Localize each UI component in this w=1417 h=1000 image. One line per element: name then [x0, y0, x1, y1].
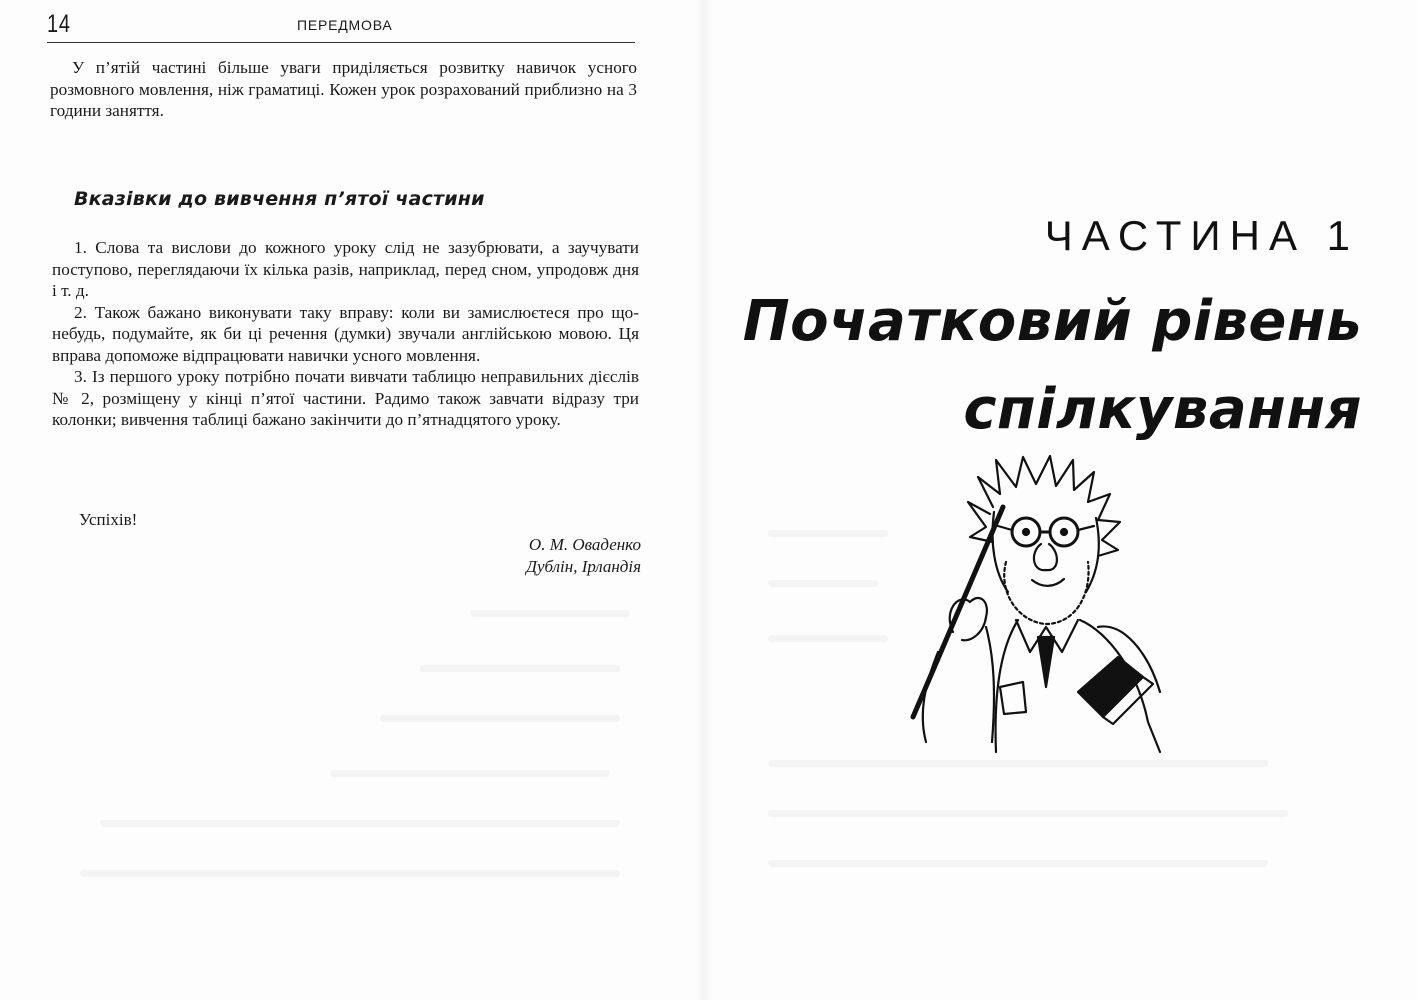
signature-block [526, 534, 641, 577]
show-through [80, 870, 620, 877]
show-through [768, 530, 888, 537]
show-through [470, 610, 630, 617]
show-through [768, 580, 878, 587]
instruction-item: 3. Із першого уроку потрібно почати вивчати таблицю неправильних дієслів № 2, розміщену у кінці п’ятої частини. Радимо також завчати відразу три колонки; вивчення таблиці бажано закінчити до п’ятнадцятого уроку. [52, 367, 639, 429]
part-title [743, 278, 1362, 454]
author-name: О. М. Оваденко [528, 535, 641, 554]
instruction-item: 2. Також бажано виконувати таку вправу: коли ви замислюєтеся про що-небудь, подумайте, як би ці речення (думки) звучали англійською мовою. Ця вправа допоможе відпрацювати навички усного мовлення. [52, 302, 639, 365]
show-through [768, 810, 1288, 817]
show-through [380, 715, 620, 722]
page-number: 14 [47, 10, 71, 38]
instruction-list [52, 237, 639, 431]
section-title: ПЕРЕДМОВА [297, 17, 393, 33]
part-title-line: Початковий рівень [742, 289, 1362, 354]
guide-heading: Вказівки до вивчення п’ятої частини [74, 188, 485, 210]
right-page [708, 0, 1417, 1000]
show-through [768, 860, 1268, 867]
show-through [768, 635, 888, 642]
part-label: ЧАСТИНА 1 [1044, 212, 1359, 259]
show-through [100, 820, 620, 827]
instruction-item: 1. Слова та вислови до кожного уроку слід не зазубрювати, а заучувати поступово, переглядаючи їх кілька разів, наприклад, перед сном, упродовж дня і т. д. [52, 238, 639, 300]
show-through [420, 665, 620, 672]
show-through [330, 770, 610, 777]
closing-wish: Успіхів! [79, 510, 138, 529]
professor-with-pointer-illustration [898, 452, 1238, 762]
part-title-line: спілкування [963, 377, 1362, 442]
author-location: Дублін, Ірландія [526, 556, 641, 576]
intro-paragraph: У п’ятій частині більше уваги приділяється розвитку навичок усного розмовного мовлення, ніж граматиці. Кожен урок розрахований приблизно на 3 години заняття. [50, 58, 637, 120]
left-page [0, 0, 700, 1000]
show-through [768, 760, 1268, 767]
running-head [47, 8, 635, 43]
